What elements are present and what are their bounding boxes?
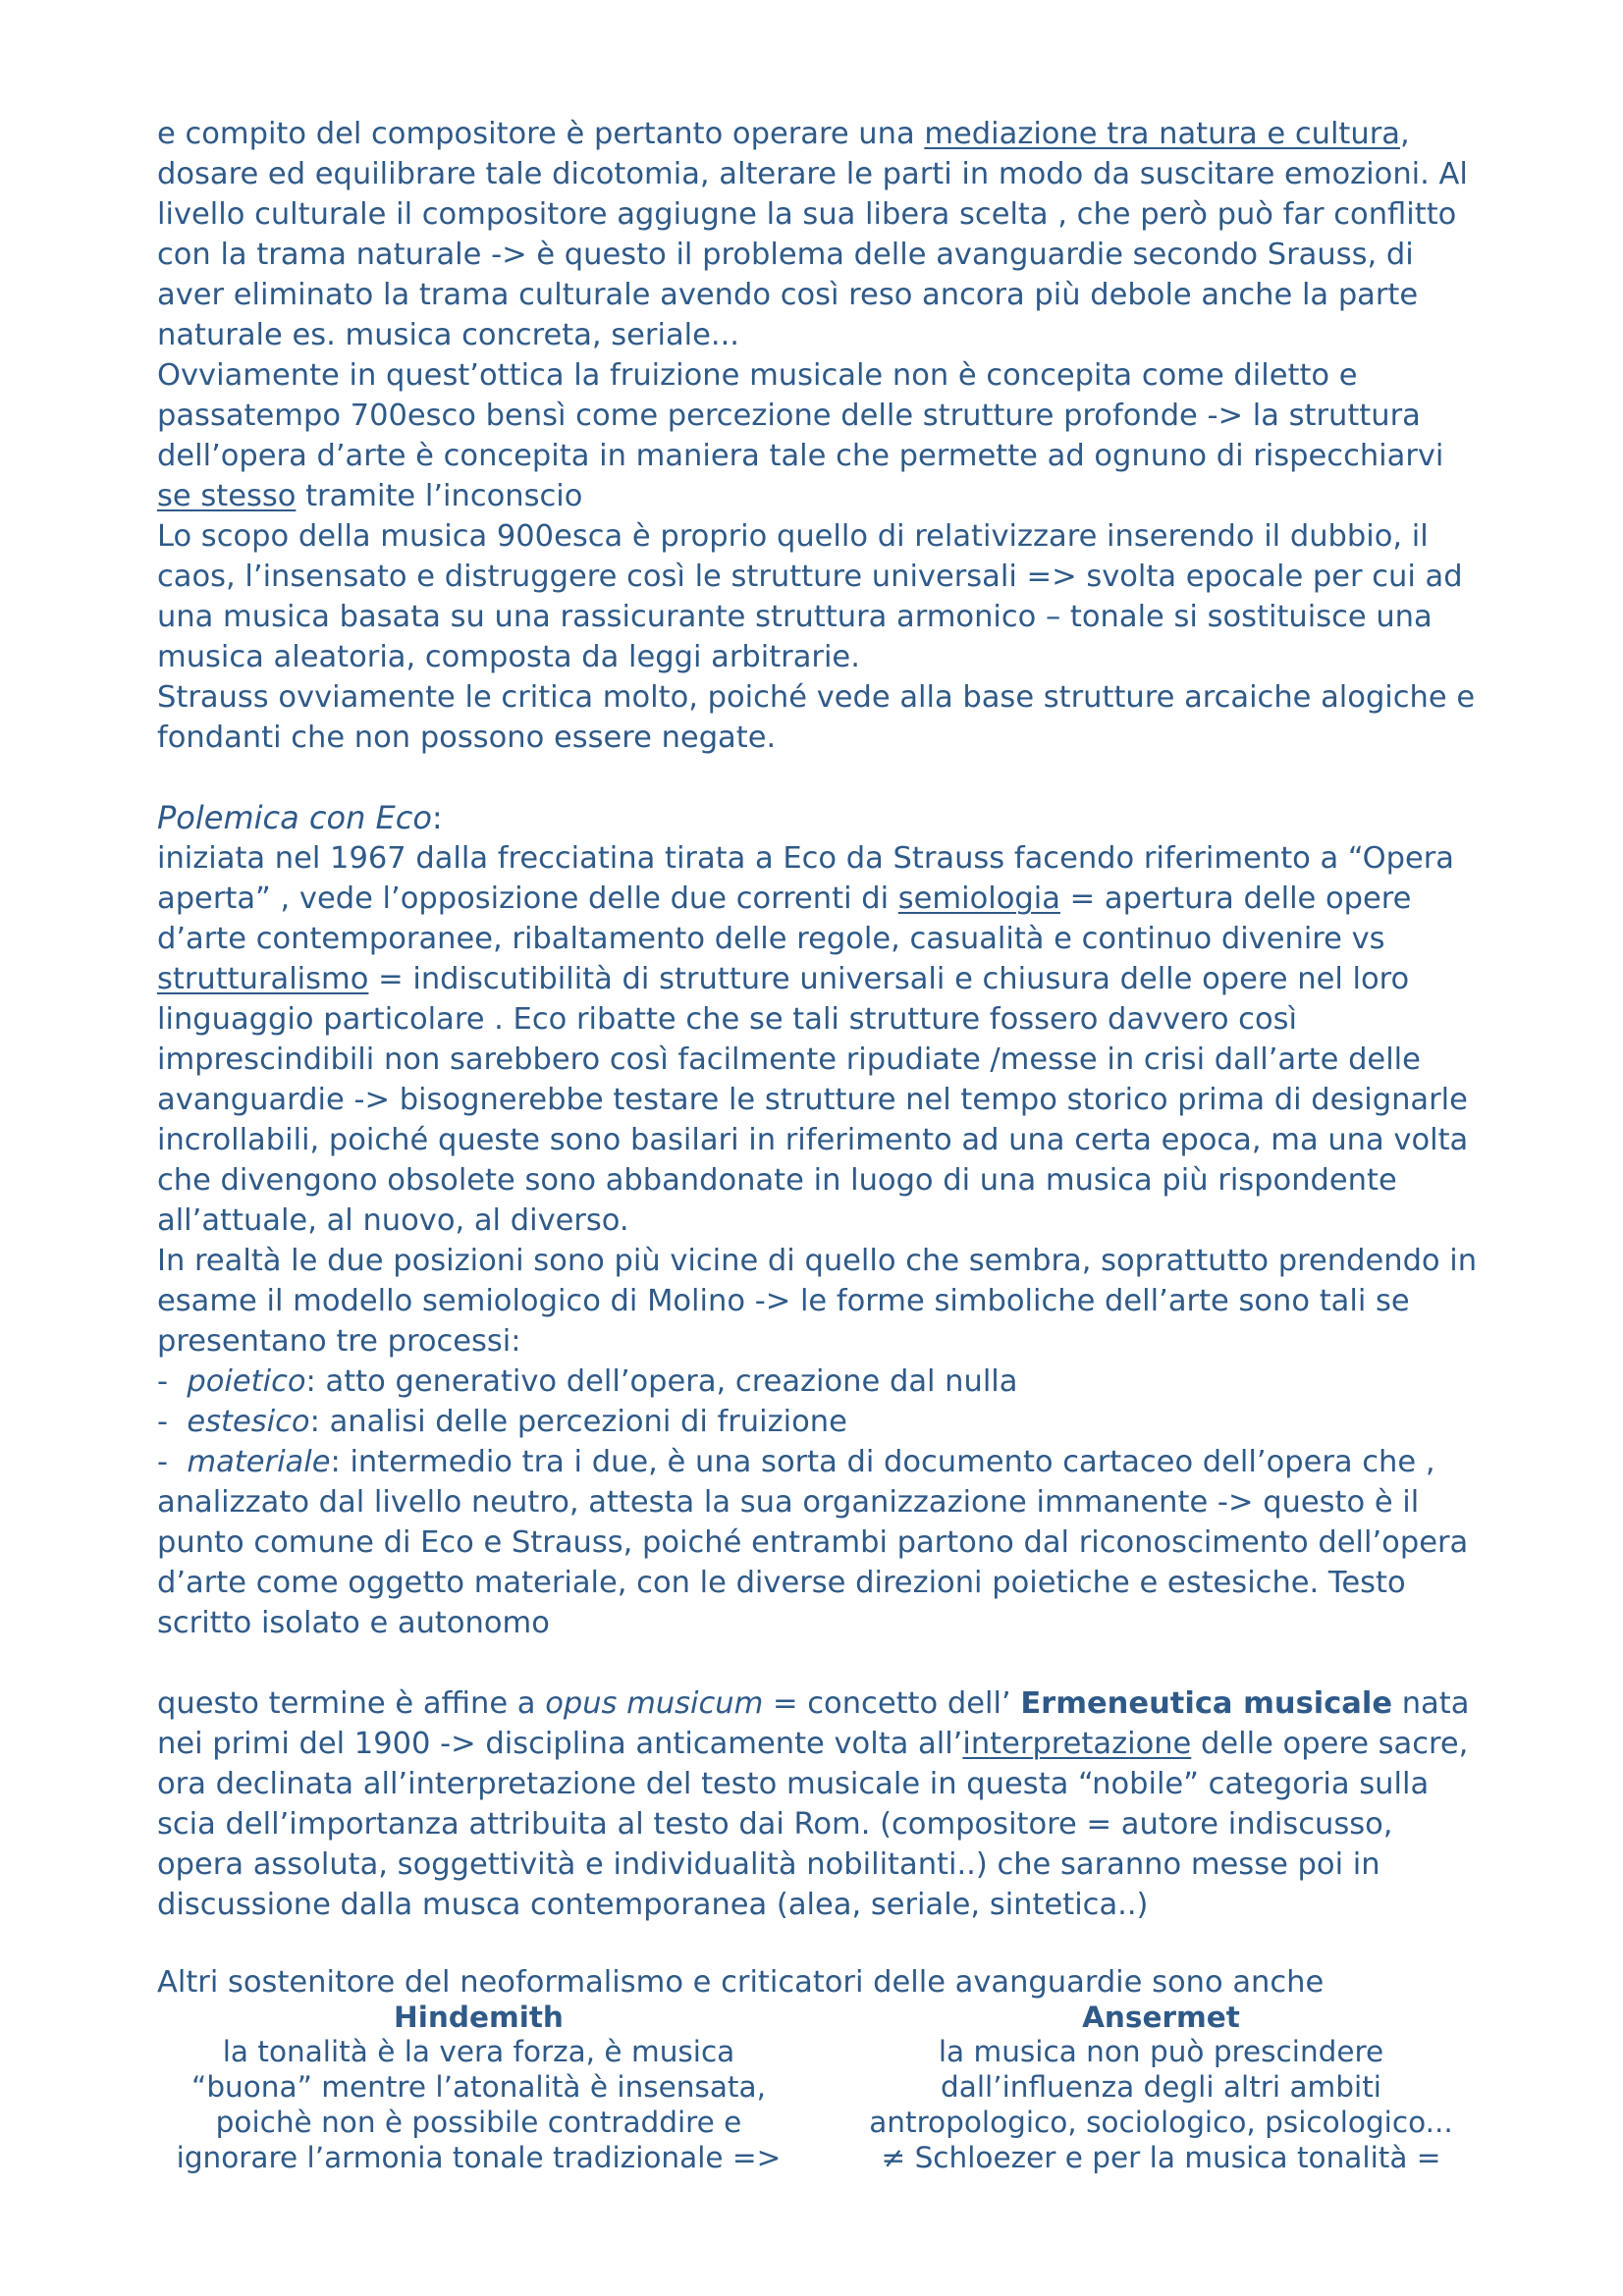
column-title: Ansermet — [1082, 2001, 1240, 2034]
column-line: dall’influenza degli altri ambiti — [941, 2070, 1381, 2104]
column-ansermet — [820, 2001, 1483, 2175]
italic-term: opus musicum — [545, 1686, 764, 1721]
paragraph-other-supporters: Altri sostenitore del neoformalismo e criticatori delle avanguardie sono anche — [157, 1965, 1325, 2000]
text: nata nei primi del 1900 -> disciplina anticamente volta all’ — [157, 1686, 1470, 1761]
column-line: ignorare l’armonia tonale tradizionale => — [176, 2141, 782, 2174]
paragraph-nature-culture — [157, 114, 1483, 355]
text: , dosare ed equilibrare tale dicotomia, alterare le parti in modo da suscitare emozioni. Al livello culturale il compositore aggiugne la sua libera scelta , che però può far conflitto con la trama naturale -> è questo il problema delle avanguardie secondo Srauss, di aver eliminato la trama culturale avendo così reso ancora più debole anche la parte naturale es. musica concreta, seriale... — [157, 117, 1468, 352]
spacer — [157, 1643, 1483, 1683]
page-body — [157, 114, 1483, 2175]
underlined-term: strutturalismo — [157, 962, 369, 996]
paragraph-strauss-critique: Strauss ovviamente le critica molto, poiché vede alla base strutture arcaiche alogiche e fondanti che non possono essere negate. — [157, 680, 1476, 755]
column-line: “buona” mentre l’atonalità è insensata, — [191, 2070, 766, 2104]
spacer — [157, 1925, 1483, 1965]
column-title: Hindemith — [394, 2001, 564, 2034]
list-term: poietico — [187, 1364, 306, 1399]
column-line: poichè non è possibile contraddire e — [215, 2106, 742, 2139]
section-heading — [157, 798, 1483, 838]
column-line: la musica non può prescindere — [938, 2035, 1384, 2068]
paragraph-hermeneutics — [157, 1683, 1483, 1925]
paragraph-molino: In realtà le due posizioni sono più vicine di quello che sembra, soprattutto prendendo in esame il modello semiologico di Molino -> le forme simboliche dell’arte sono tali se presentano tre processi: — [157, 1244, 1478, 1359]
text: questo termine è affine a — [157, 1686, 546, 1721]
underlined-term: semiologia — [897, 881, 1060, 916]
list-text: : intermedio tra i due, è una sorta di documento cartaceo dell’opera che , analizzato dal livello neutro, attesta la sua organizzazione immanente -> questo è il punto comune di Eco e Strauss, poiché entrambi partono dal riconoscimento dell’opera d’arte come oggetto materiale, con le diverse direzioni poietiche e estesiche. Testo scritto isolato e autonomo — [157, 1445, 1469, 1640]
paragraph-fruition — [157, 355, 1483, 516]
column-line: antropologico, sociologico, psicologico... — [869, 2106, 1453, 2139]
column-hindemith — [157, 2001, 820, 2175]
column-line: la tonalità è la vera forza, è musica — [222, 2035, 735, 2068]
column-line: ≠ Schloezer e per la musica tonalità = — [881, 2141, 1441, 2174]
text: iniziata nel 1967 dalla frecciatina tirata a Eco da Strauss facendo riferimento a “Opera aperta” , vede l’opposizione delle due correnti di — [157, 841, 1454, 916]
list-dash: - — [157, 1405, 188, 1439]
list-term: estesico — [187, 1405, 310, 1439]
heading-colon: : — [431, 799, 443, 836]
spacer — [157, 758, 1483, 798]
text: delle opere sacre, ora declinata all’interpretazione del testo musicale in questa “nobile” categoria sulla scia dell’importanza attribuita al testo dai Rom. (compositore = autore indiscusso, opera assoluta, soggettività e individualità nobilitanti..) che saranno messe poi in discussione dalla musca contemporanea (alea, seriale, sintetica..) — [157, 1727, 1469, 1922]
list-text: : analisi delle percezioni di fruizione — [309, 1405, 847, 1439]
underlined-term: se stesso — [157, 479, 297, 513]
list-dash: - — [157, 1445, 188, 1479]
underlined-term: mediazione tra natura e cultura — [924, 117, 1400, 151]
heading-text: Polemica con Eco — [157, 799, 432, 836]
list-item — [157, 1402, 1483, 1442]
text: Ovviamente in quest’ottica la fruizione musicale non è concepita come diletto e passatempo 700esco bensì come percezione delle strutture profonde -> la struttura dell’opera d’arte è concepita in maniera tale che permette ad ognuno di rispecchiarvi — [157, 358, 1444, 473]
list-term: materiale — [187, 1445, 331, 1479]
paragraph-polemic — [157, 838, 1483, 1241]
underlined-term: interpretazione — [962, 1727, 1192, 1761]
text: = apertura delle opere d’arte contemporanee, ribaltamento delle regole, casualità e continuo divenire vs — [157, 881, 1412, 956]
text: tramite l’inconscio — [296, 479, 583, 513]
two-column-comparison — [157, 2001, 1483, 2175]
text: = indiscutibilità di strutture universali e chiusura delle opere nel loro linguaggio particolare . Eco ribatte che se tali strutture fossero davvero così imprescindibili non sarebbero così facilmente ripudiate /messe in crisi dall’arte delle avanguardie -> bisognerebbe testare le strutture nel tempo storico prima di designarle incrollabili, poiché queste sono basilari in riferimento ad una certa epoca, ma una volta che divengono obsolete sono abbandonate in luogo di una musica più rispondente all’attuale, al nuovo, al diverso. — [157, 962, 1469, 1238]
text: = concetto dell’ — [763, 1686, 1021, 1721]
list-dash: - — [157, 1364, 188, 1399]
list-item — [157, 1442, 1483, 1643]
paragraph-900esca: Lo scopo della musica 900esca è proprio quello di relativizzare inserendo il dubbio, il caos, l’insensato e distruggere così le strutture universali => svolta epocale per cui ad una musica basata su una rassicurante struttura armonico – tonale si sostituisce una musica aleatoria, composta da leggi arbitrarie. — [157, 519, 1463, 674]
text: e compito del compositore è pertanto operare una — [157, 117, 925, 151]
list-text: : atto generativo dell’opera, creazione dal nulla — [305, 1364, 1018, 1399]
list-item — [157, 1362, 1483, 1402]
bold-term: Ermeneutica musicale — [1020, 1686, 1393, 1721]
